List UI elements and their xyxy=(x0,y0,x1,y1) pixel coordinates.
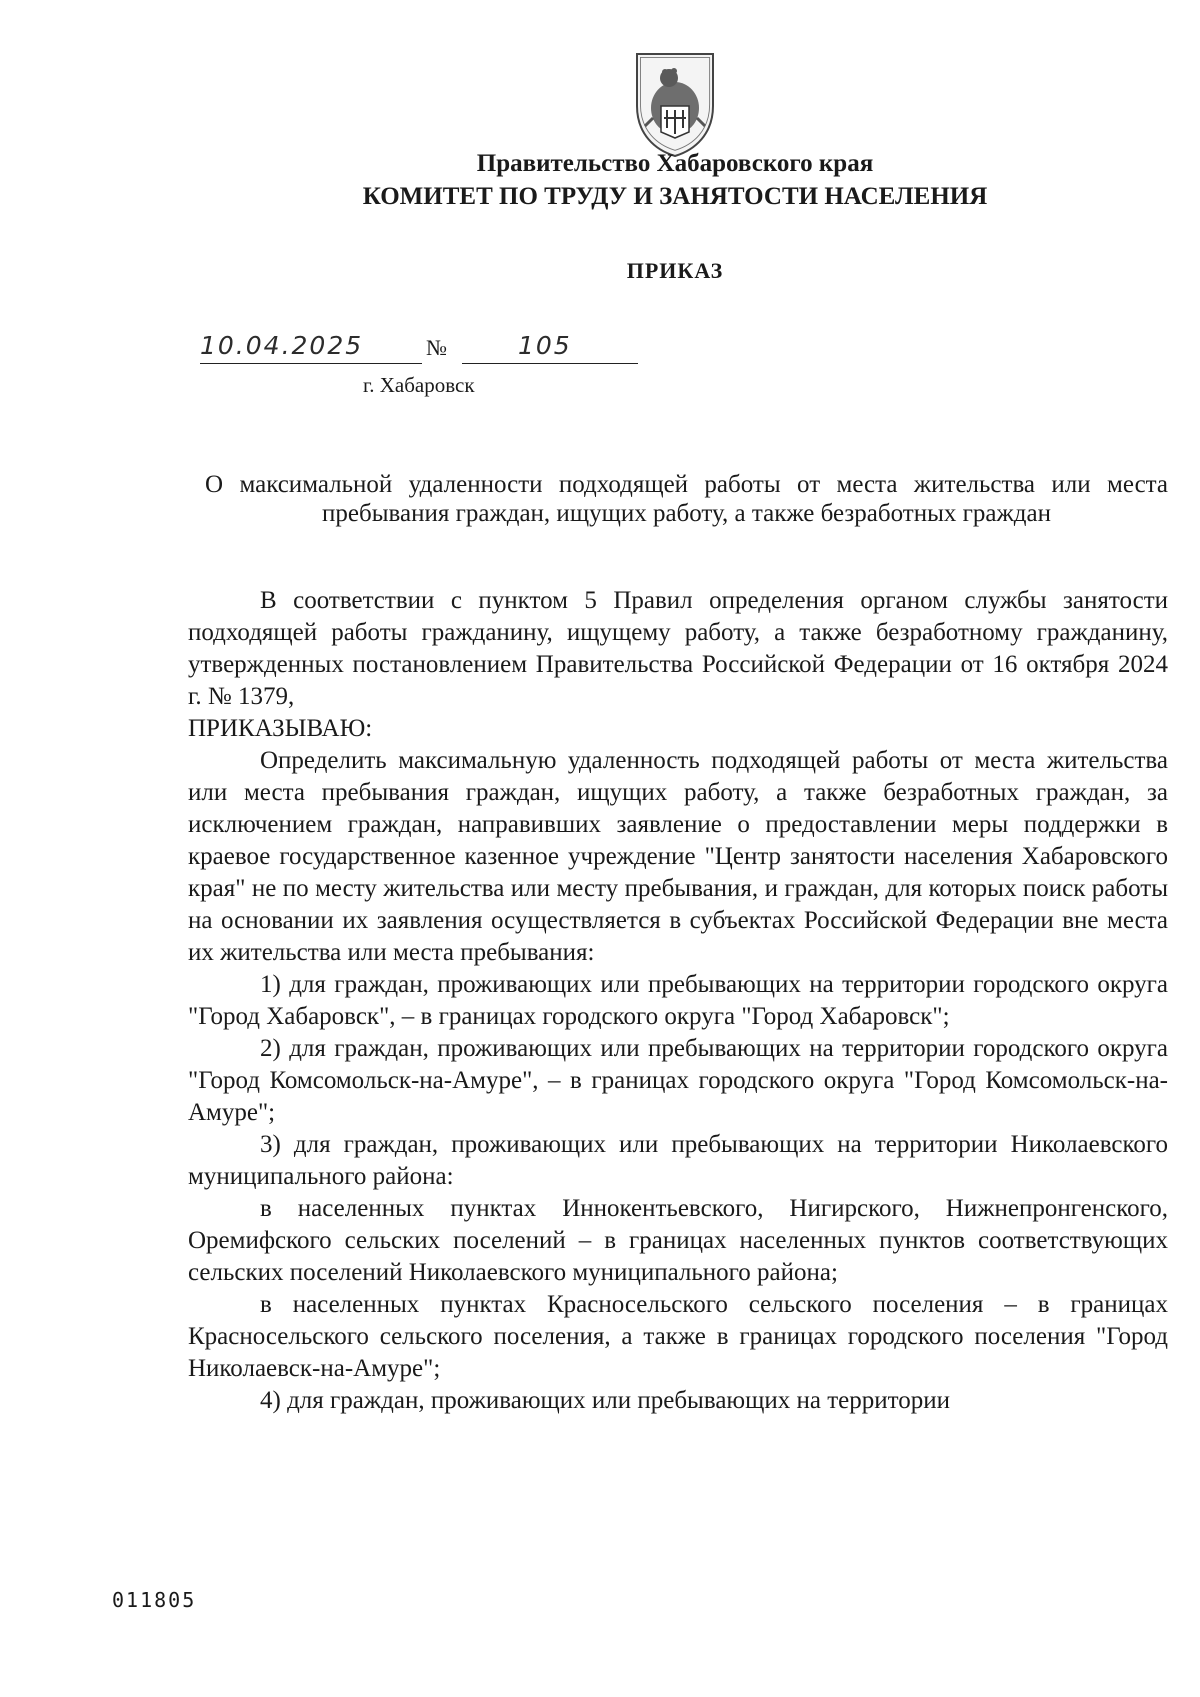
number-label: № xyxy=(426,335,447,360)
city-line: г. Хабаровск xyxy=(363,373,475,397)
item-3: 3) для граждан, проживающих или пребывающих на территории Николаевского муниципального района: xyxy=(188,1131,1168,1190)
number-field xyxy=(462,331,638,364)
document-body xyxy=(188,585,1168,1417)
date-field xyxy=(200,331,422,364)
document-type: ПРИКАЗ xyxy=(626,258,724,283)
preamble-paragraph: В соответствии с пунктом 5 Правил определения органом службы занятости подходящей работы гражданину, ищущему работу, а также безработному гражданину, утвержденных постановлением Правительства Российской Федерации от 16 октября 2024 г. № 1379, xyxy=(188,587,1168,710)
committee-title: КОМИТЕТ ПО ТРУДУ И ЗАНЯТОСТИ НАСЕЛЕНИЯ xyxy=(362,183,988,210)
handwritten-number: 105 xyxy=(518,331,572,360)
item-3-sub-a: в населенных пунктах Иннокентьевского, Нигирского, Нижнепронгенского, Оремифского сельских поселений – в границах населенных пунктов соответствующих сельских поселений Николаевского муниципального района; xyxy=(188,1195,1168,1286)
item-4: 4) для граждан, проживающих или пребывающих на территории xyxy=(260,1387,950,1414)
coat-of-arms-icon xyxy=(631,48,719,160)
main-paragraph: Определить максимальную удаленность подходящей работы от места жительства или места пребывания граждан, ищущих работу, а также безработных граждан, за исключением граждан, направивших заявление о предоставлении меры поддержки в краевое государственное казенное учреждение "Центр занятости населения Хабаровского края" не по месту жительства или месту пребывания, и граждан, для которых поиск работы на основании их заявления осуществляется в субъектах Российской Федерации вне места их жительства или места пребывания: xyxy=(188,747,1168,966)
item-1: 1) для граждан, проживающих или пребывающих на территории городского округа "Город Хабаровск", – в границах городского округа "Город Хабаровск"; xyxy=(188,971,1168,1030)
order-word: ПРИКАЗЫВАЮ: xyxy=(188,715,373,742)
government-title: Правительство Хабаровского края xyxy=(476,150,874,177)
item-3-sub-b: в населенных пунктах Красносельского сельского поселения – в границах Красносельского сельского поселения, а также в границах городского поселения "Город Николаевск-на-Амуре"; xyxy=(188,1291,1168,1382)
handwritten-date: 10.04.2025 xyxy=(200,331,364,360)
page-code: 011805 xyxy=(112,1588,197,1612)
document-subject: О максимальной удаленности подходящей работы от места жительства или места пребывания граждан, ищущих работу, а также безработных граждан xyxy=(205,471,1168,527)
item-2: 2) для граждан, проживающих или пребывающих на территории городского округа "Город Комсомольск-на-Амуре", – в границах городского округа "Город Комсомольск-на-Амуре"; xyxy=(188,1035,1168,1126)
